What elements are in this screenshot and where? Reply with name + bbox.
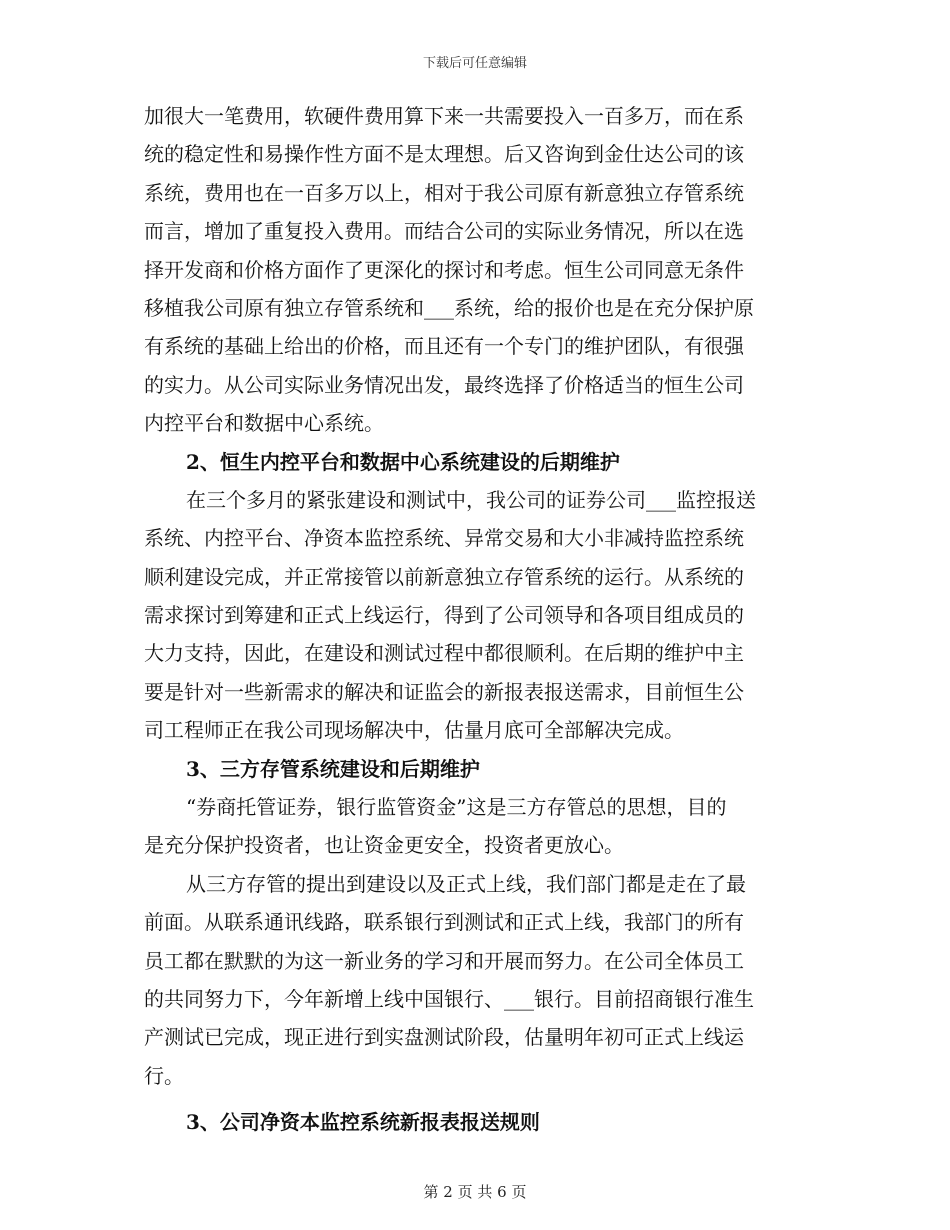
text-line: 产测试已完成，现正进行到实盘测试阶段，估量明年初可正式上线运 <box>144 1025 744 1050</box>
text-line: “券商托管证券，银行监管资金”这是三方存管总的思想，目的 <box>186 795 727 820</box>
text-line: 从三方存管的提出到建设以及正式上线，我们部门都是走在了最 <box>186 871 746 896</box>
paragraph-4 <box>144 865 804 1095</box>
text-line: 前面。从联系通讯线路，联系银行到测试和正式上线，我部门的所有 <box>144 910 744 935</box>
text-line: 行。 <box>144 1063 184 1088</box>
text-line: 内控平台和数据中心系统。 <box>144 411 384 436</box>
text-line: 的共同努力下，今年新增上线中国银行、___银行。目前招商银行准生 <box>144 986 754 1011</box>
text-line: 系统、内控平台、净资本监控系统、异常交易和大小非减持监控系统 <box>144 526 744 551</box>
text-line: 是充分保护投资者，也让资金更安全，投资者更放心。 <box>144 833 624 858</box>
text-line: 加很大一笔费用，软硬件费用算下来一共需要投入一百多万，而在系 <box>144 104 744 128</box>
text-line: 要是针对一些新需求的解决和证监会的新报表报送需求，目前恒生公 <box>144 679 744 704</box>
page-header: 下载后可任意编辑 <box>422 56 527 71</box>
text-line: 员工都在默默的为这一新业务的学习和开展而努力。在公司全体员工 <box>144 948 744 973</box>
paragraph-2 <box>144 481 804 750</box>
document-body <box>144 97 804 1142</box>
page-footer: 第 2 页 共 6 页 <box>423 1183 527 1201</box>
text-line: 移植我公司原有独立存管系统和___系统，给的报价也是在充分保护原 <box>144 295 754 320</box>
text-line: 系统，费用也在一百多万以上，相对于我公司原有新意独立存管系统 <box>144 180 744 205</box>
text-line: 顺利建设完成，并正常接管以前新意独立存管系统的运行。从系统的 <box>144 564 744 589</box>
text-line: 而言，增加了重复投入费用。而结合公司的实际业务情况，所以在选 <box>144 219 744 244</box>
text-line: 择开发商和价格方面作了更深化的探讨和考虑。恒生公司同意无条件 <box>144 257 744 282</box>
text-line: 统的稳定性和易操作性方面不是太理想。后又咨询到金仕达公司的该 <box>144 142 744 167</box>
section-heading-2: 2、恒生内控平台和数据中心系统建设的后期维护 <box>186 449 620 474</box>
text-line: 的实力。从公司实际业务情况出发，最终选择了价格适当的恒生公司 <box>144 372 744 397</box>
text-line: 需求探讨到筹建和正式上线运行，得到了公司领导和各项目组成员的 <box>144 603 744 628</box>
section-heading-4: 3、公司净资本监控系统新报表报送规则 <box>186 1110 540 1135</box>
text-line: 有系统的基础上给出的价格，而且还有一个专门的维护团队，有很强 <box>144 334 744 359</box>
paragraph-1 <box>144 97 804 443</box>
paragraph-3 <box>144 788 804 865</box>
section-heading-3: 3、三方存管系统建设和后期维护 <box>186 756 480 781</box>
text-line: 大力支持，因此，在建设和测试过程中都很顺利。在后期的维护中主 <box>144 641 744 666</box>
text-line: 在三个多月的紧张建设和测试中，我公司的证券公司___监控报送 <box>186 487 756 512</box>
text-line: 司工程师正在我公司现场解决中，估量月底可全部解决完成。 <box>144 718 684 743</box>
